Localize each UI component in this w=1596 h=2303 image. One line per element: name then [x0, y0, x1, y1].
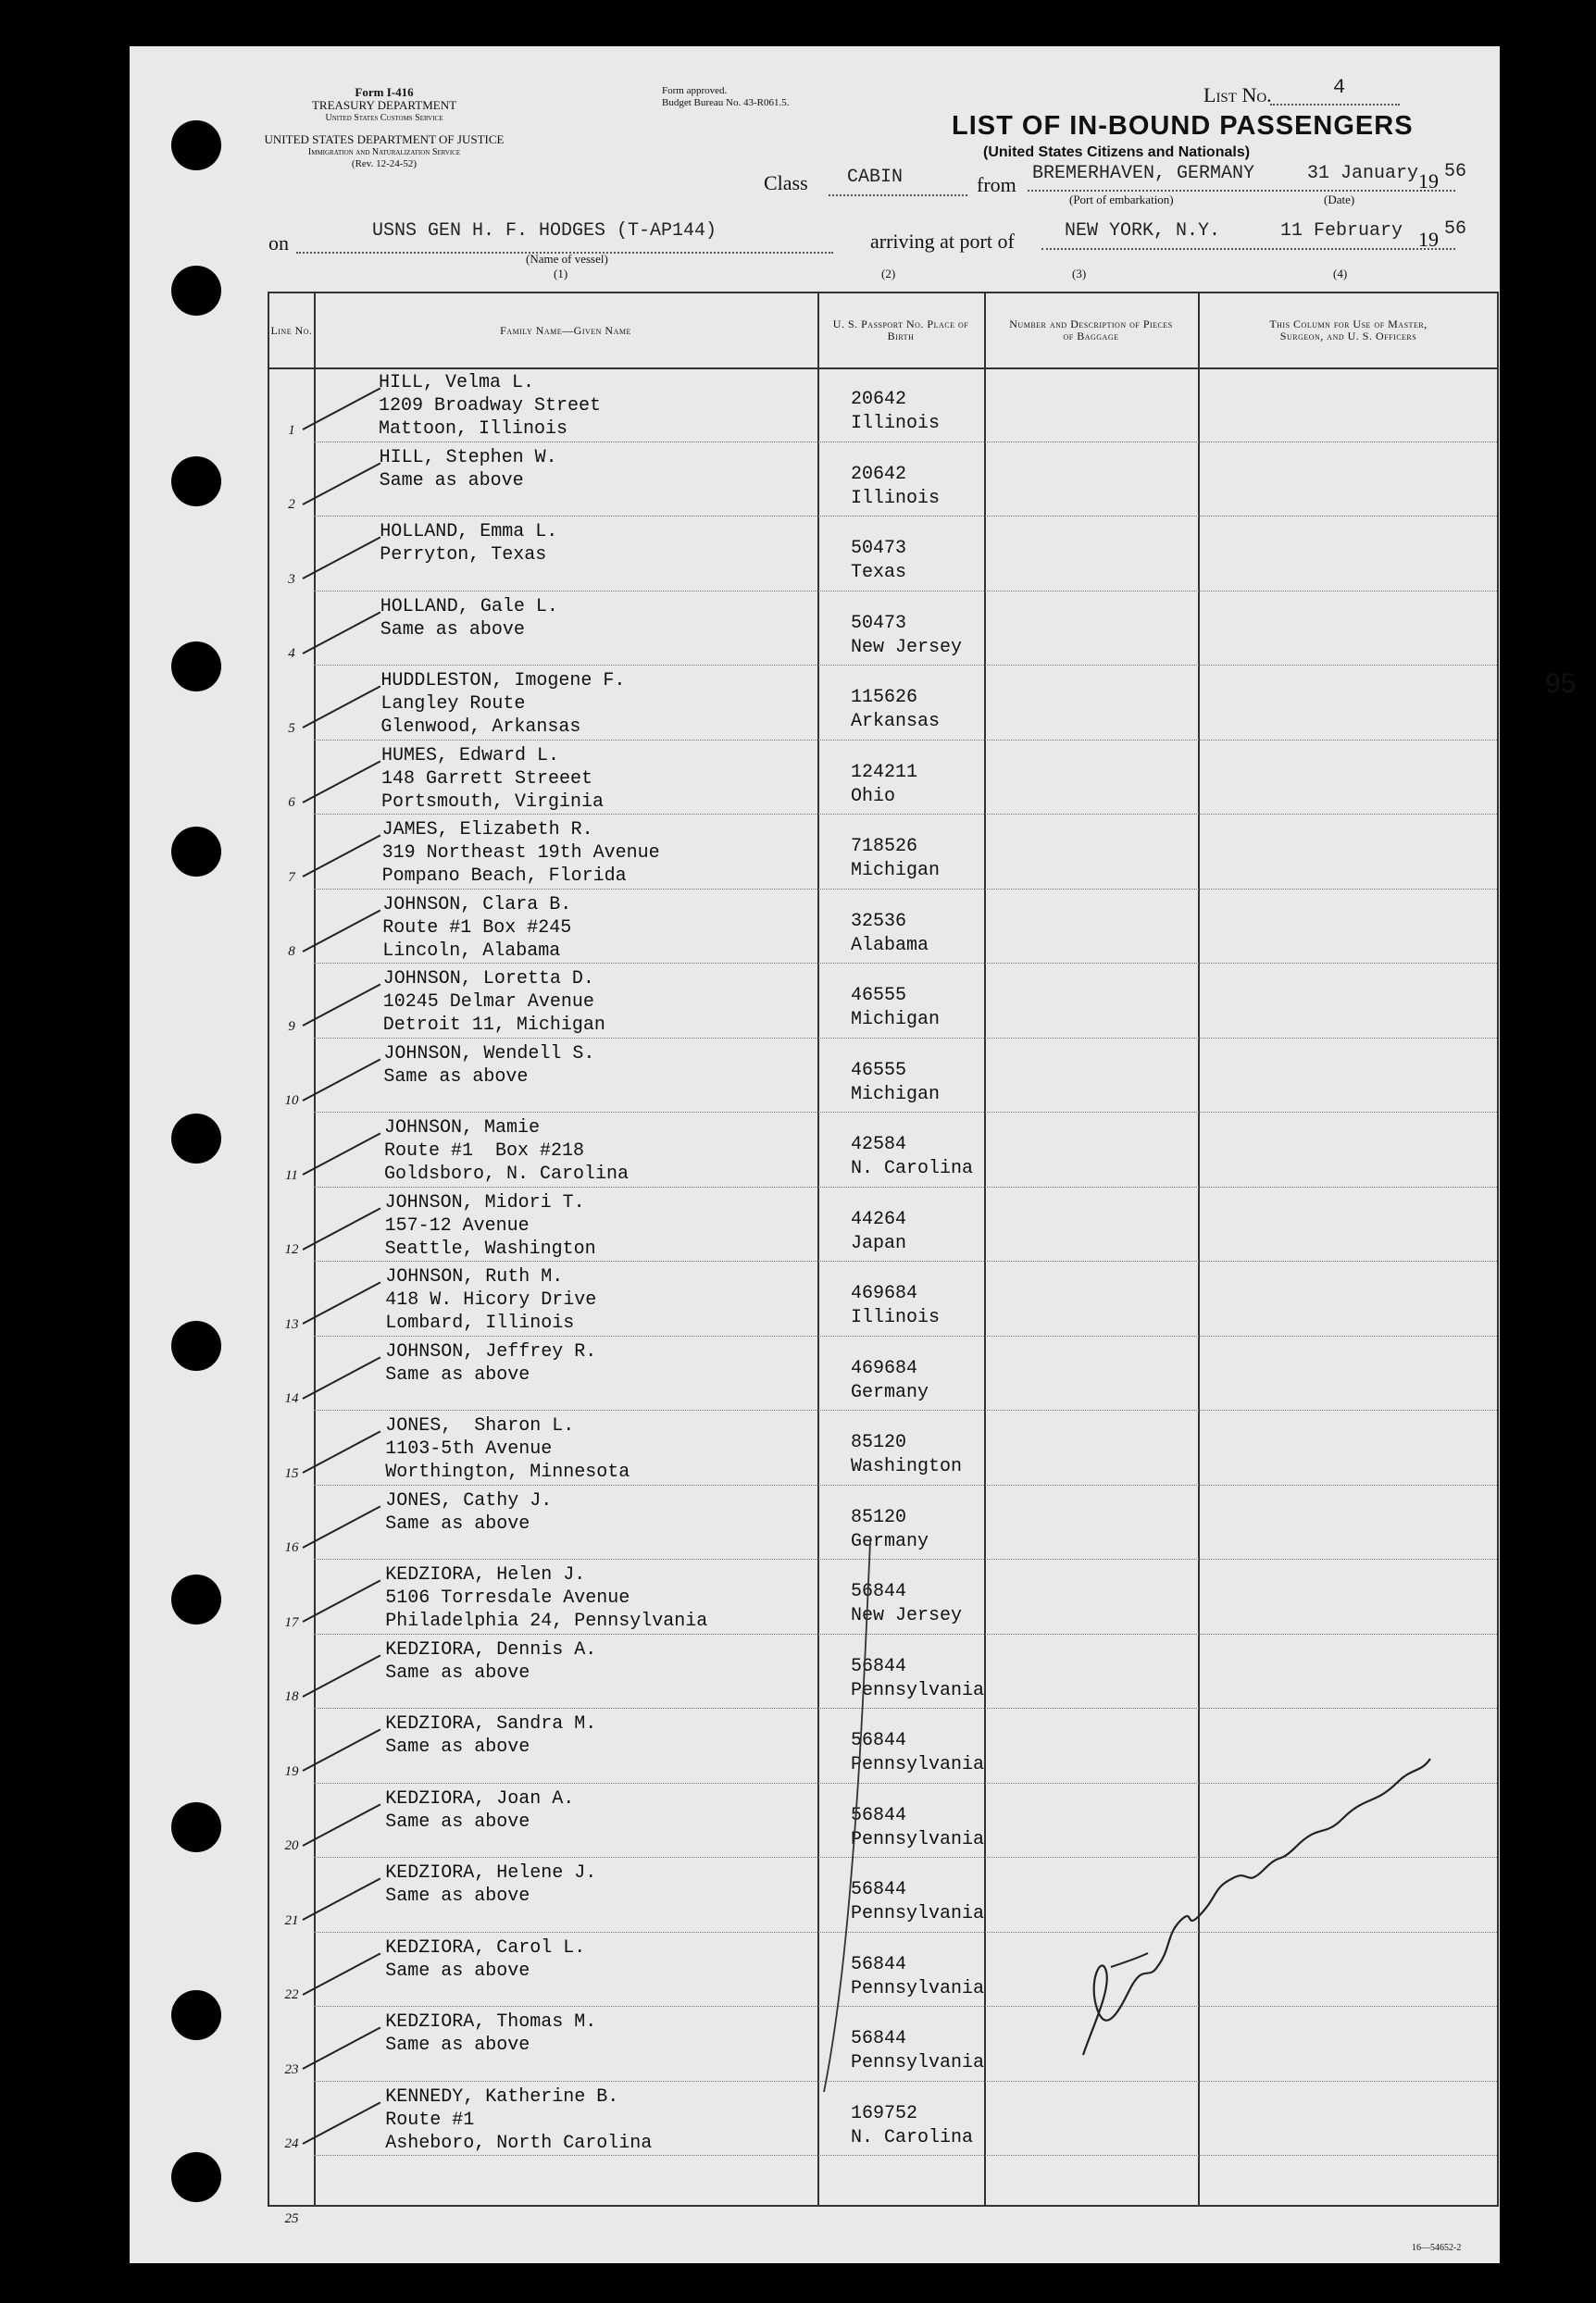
check-mark	[303, 1729, 381, 1772]
line-number: 22	[284, 1987, 299, 2002]
class-label: Class	[764, 171, 808, 194]
page-subtitle: (United States Citizens and Nationals)	[983, 144, 1251, 160]
list-number-label: List No.	[1203, 83, 1272, 106]
passport-birthplace: 44264 Japan	[851, 1208, 907, 1254]
check-mark	[303, 1952, 381, 1995]
table-row	[269, 1337, 1497, 1412]
line-number: 5	[288, 720, 295, 736]
check-mark	[303, 686, 381, 728]
punch-hole	[171, 120, 221, 170]
table-row	[269, 517, 1497, 591]
check-mark	[303, 760, 381, 803]
passenger-name-address: HOLLAND, Emma L. Perryton, Texas	[380, 521, 558, 566]
check-mark	[303, 2101, 381, 2144]
passenger-name-address: KEDZIORA, Thomas M. Same as above	[385, 2011, 597, 2056]
check-mark	[303, 835, 381, 878]
check-mark	[303, 2027, 381, 2070]
treasury-department: TREASURY DEPARTMENT	[311, 98, 457, 112]
passenger-name-address: JOHNSON, Jeffrey R. Same as above	[385, 1340, 597, 1386]
passport-birthplace: 50473 New Jersey	[851, 612, 963, 658]
check-mark	[303, 1133, 381, 1176]
inspector-signature	[1055, 1731, 1444, 2083]
line-number: 7	[288, 869, 295, 885]
punch-hole	[171, 1114, 221, 1164]
line-number: 6	[288, 795, 295, 810]
punch-hole	[171, 1990, 221, 2040]
check-mark	[303, 1803, 381, 1846]
line-number: 3	[288, 571, 295, 587]
table-row	[269, 442, 1497, 517]
arrival-year: 56	[1444, 218, 1467, 240]
date-caption: (Date)	[1324, 193, 1355, 206]
check-mark	[303, 1282, 381, 1325]
line-number: 4	[288, 646, 295, 661]
passport-birthplace: 32536 Alabama	[851, 910, 929, 956]
budget-bureau-number: Budget Bureau No. 43-R061.5.	[662, 97, 790, 108]
form-approved: Form approved.	[662, 85, 728, 96]
passenger-name-address: KEDZIORA, Helene J. Same as above	[385, 1862, 597, 1907]
table-row	[269, 591, 1497, 666]
passenger-name-address: KEDZIORA, Carol L. Same as above	[385, 1936, 586, 1982]
check-mark	[303, 909, 381, 952]
line-number: 13	[284, 1316, 299, 1332]
header-family-name: Family Name—Given Name	[500, 323, 631, 337]
passenger-name-address: KEDZIORA, Joan A. Same as above	[385, 1787, 575, 1833]
table-row	[269, 741, 1497, 815]
punch-hole	[171, 1575, 221, 1625]
column-number-1: (1)	[554, 267, 568, 280]
table-row	[269, 1188, 1497, 1263]
on-label: on	[268, 231, 289, 255]
line-number: 8	[288, 944, 295, 959]
passenger-name-address: KEDZIORA, Dennis A. Same as above	[385, 1638, 597, 1684]
punch-hole	[171, 266, 221, 316]
passenger-name-address: JAMES, Elizabeth R. 319 Northeast 19th Avenue Pompano Beach, Florida	[381, 819, 660, 887]
table-row	[269, 2156, 1497, 2231]
check-mark	[303, 537, 381, 579]
line-number: 15	[284, 1465, 299, 1481]
embarkation-date: 31 January	[1307, 163, 1419, 184]
passenger-name-address: HILL, Stephen W. Same as above	[379, 446, 557, 492]
table-row	[269, 890, 1497, 965]
form-number: Form I-416	[355, 85, 414, 99]
passenger-name-address: JONES, Cathy J. Same as above	[385, 1489, 553, 1535]
line-number: 17	[284, 1614, 299, 1630]
passenger-name-address: JOHNSON, Mamie Route #1 Box #218 Goldsboro, N. Carolina	[384, 1117, 630, 1185]
revision-date: (Rev. 12-24-52)	[351, 158, 418, 169]
passport-birthplace: 20642 Illinois	[851, 463, 941, 509]
passport-birthplace: 124211 Ohio	[851, 761, 918, 807]
table-row	[269, 1411, 1497, 1486]
check-mark	[303, 1431, 381, 1474]
line-number: 1	[288, 422, 295, 438]
line-number: 9	[288, 1018, 295, 1034]
header-line-no: Line No.	[270, 323, 313, 337]
passport-birthplace: 50473 Texas	[851, 538, 907, 583]
class-value: CABIN	[847, 167, 904, 188]
line-number: 23	[284, 2061, 299, 2077]
passenger-name-address: HUDDLESTON, Imogene F. Langley Route Glenwood, Arkansas	[380, 670, 626, 738]
passport-birthplace: 56844 Pennsylvania	[851, 1655, 985, 1701]
bracket-mark	[778, 1537, 889, 2092]
passport-birthplace: 46555 Michigan	[851, 985, 941, 1030]
line-number: 19	[284, 1763, 299, 1779]
line-number: 21	[284, 1912, 299, 1928]
arriving-label: arriving at port of	[870, 230, 1015, 253]
check-mark	[303, 1058, 381, 1101]
table-row	[269, 1113, 1497, 1188]
embarkation-year: 56	[1444, 161, 1467, 182]
header-officers: This Column for Use of Master, Surgeon, and U. S. Officers	[1269, 317, 1428, 342]
passenger-name-address: JONES, Sharon L. 1103-5th Avenue Worthington, Minnesota	[385, 1415, 630, 1483]
passport-birthplace: 85120 Washington	[851, 1432, 963, 1477]
passenger-name-address: JOHNSON, Wendell S. Same as above	[383, 1042, 595, 1088]
justice-department: UNITED STATES DEPARTMENT OF JUSTICE	[264, 132, 505, 146]
check-mark	[303, 984, 381, 1027]
passenger-name-address: JOHNSON, Clara B. Route #1 Box #245 Lincoln, Alabama	[382, 893, 572, 962]
from-label: from	[977, 173, 1016, 196]
passport-birthplace: 169752 N. Carolina	[851, 2102, 974, 2148]
passenger-name-address: HOLLAND, Gale L. Same as above	[380, 595, 558, 641]
page-title: LIST OF IN-BOUND PASSENGERS	[952, 111, 1414, 141]
check-mark	[303, 388, 381, 430]
immigration-service: Immigration and Naturalization Service	[307, 147, 461, 157]
passport-birthplace: 42584 N. Carolina	[851, 1134, 974, 1179]
column-number-4: (4)	[1333, 267, 1348, 280]
table-row	[269, 1262, 1497, 1337]
line-number: 24	[284, 2136, 299, 2151]
table-row	[269, 2082, 1497, 2157]
port-of-embarkation: BREMERHAVEN, GERMANY	[1032, 163, 1255, 184]
vessel-caption: (Name of vessel)	[526, 252, 608, 266]
passport-birthplace: 56844 Pennsylvania	[851, 1953, 985, 1999]
passenger-name-address: HILL, Velma L. 1209 Broadway Street Mattoon, Illinois	[379, 372, 602, 440]
list-number: 4	[1333, 76, 1346, 99]
check-mark	[303, 462, 381, 504]
arrival-date: 11 February	[1280, 220, 1403, 242]
header-baggage: Number and Description of Pieces of Baggage	[1009, 317, 1173, 342]
footer-code: 16—54652-2	[1412, 2243, 1462, 2253]
punch-hole	[171, 1802, 221, 1852]
check-mark	[303, 1878, 381, 1921]
header-passport: U. S. Passport No. Place of Birth	[832, 317, 969, 342]
passport-birthplace: 115626 Arkansas	[851, 687, 941, 732]
line-number: 14	[284, 1391, 299, 1406]
line-number: 16	[284, 1540, 299, 1555]
year-prefix: 19	[1418, 228, 1439, 251]
passport-birthplace: 469684 Germany	[851, 1357, 929, 1403]
line-number: 10	[284, 1093, 299, 1108]
line-number: 12	[284, 1242, 299, 1257]
table-row	[269, 367, 1497, 442]
vessel-name: USNS GEN H. F. HODGES (T-AP144)	[372, 220, 717, 242]
passenger-name-address: JOHNSON, Midori T. 157-12 Avenue Seattle, Washington	[384, 1191, 596, 1260]
passport-birthplace: 56844 Pennsylvania	[851, 1804, 985, 1850]
punch-hole	[171, 827, 221, 877]
punch-hole	[171, 2152, 221, 2202]
manifest-page	[130, 46, 1577, 2263]
line-number: 11	[285, 1167, 298, 1183]
column-number-3: (3)	[1072, 267, 1087, 280]
passenger-name-address: KENNEDY, Katherine B. Route #1 Asheboro, North Carolina	[385, 2085, 653, 2154]
passenger-name-address: KEDZIORA, Helen J. 5106 Torresdale Avenue Philadelphia 24, Pennsylvania	[385, 1564, 708, 1632]
passport-birthplace: 56844 Pennsylvania	[851, 1879, 985, 1924]
check-mark	[303, 1505, 381, 1548]
check-mark	[303, 1207, 381, 1250]
passport-birthplace: 56844 Pennsylvania	[851, 2028, 985, 2073]
line-number: 25	[284, 2210, 299, 2226]
port-embarkation-caption: (Port of embarkation)	[1069, 193, 1174, 206]
passport-birthplace: 85120 Germany	[851, 1506, 929, 1552]
passenger-name-address: HUMES, Edward L. 148 Garrett Streeet Portsmouth, Virginia	[381, 744, 605, 813]
check-mark	[303, 1654, 381, 1697]
table-row	[269, 1039, 1497, 1114]
check-mark	[303, 1580, 381, 1623]
table-row	[269, 964, 1497, 1039]
passenger-name-address: JOHNSON, Ruth M. 418 W. Hicory Drive Lombard, Illinois	[385, 1266, 597, 1334]
passport-birthplace: 20642 Illinois	[851, 389, 941, 434]
line-number: 20	[284, 1838, 299, 1853]
table-row	[269, 666, 1497, 741]
passport-birthplace: 46555 Michigan	[851, 1059, 941, 1105]
year-prefix: 19	[1418, 169, 1439, 193]
arrival-port: NEW YORK, N.Y.	[1065, 220, 1221, 242]
passport-birthplace: 56844 New Jersey	[851, 1581, 963, 1626]
passport-birthplace: 469684 Illinois	[851, 1283, 941, 1328]
check-mark	[303, 1356, 381, 1399]
line-number: 18	[284, 1689, 299, 1704]
table-row	[269, 815, 1497, 890]
officer-stamp-number: 95	[1545, 668, 1577, 699]
line-number: 2	[288, 497, 295, 512]
punch-hole	[171, 641, 221, 691]
column-number-2: (2)	[881, 267, 896, 280]
customs-service: United States Customs Service	[325, 113, 443, 123]
passenger-name-address: JOHNSON, Loretta D. 10245 Delmar Avenue Detroit 11, Michigan	[382, 968, 605, 1036]
punch-hole	[171, 456, 221, 506]
passport-birthplace: 718526 Michigan	[851, 836, 941, 881]
passenger-name-address: KEDZIORA, Sandra M. Same as above	[385, 1713, 597, 1758]
check-mark	[303, 611, 381, 654]
passport-birthplace: 56844 Pennsylvania	[851, 1730, 985, 1775]
punch-hole	[171, 1321, 221, 1371]
